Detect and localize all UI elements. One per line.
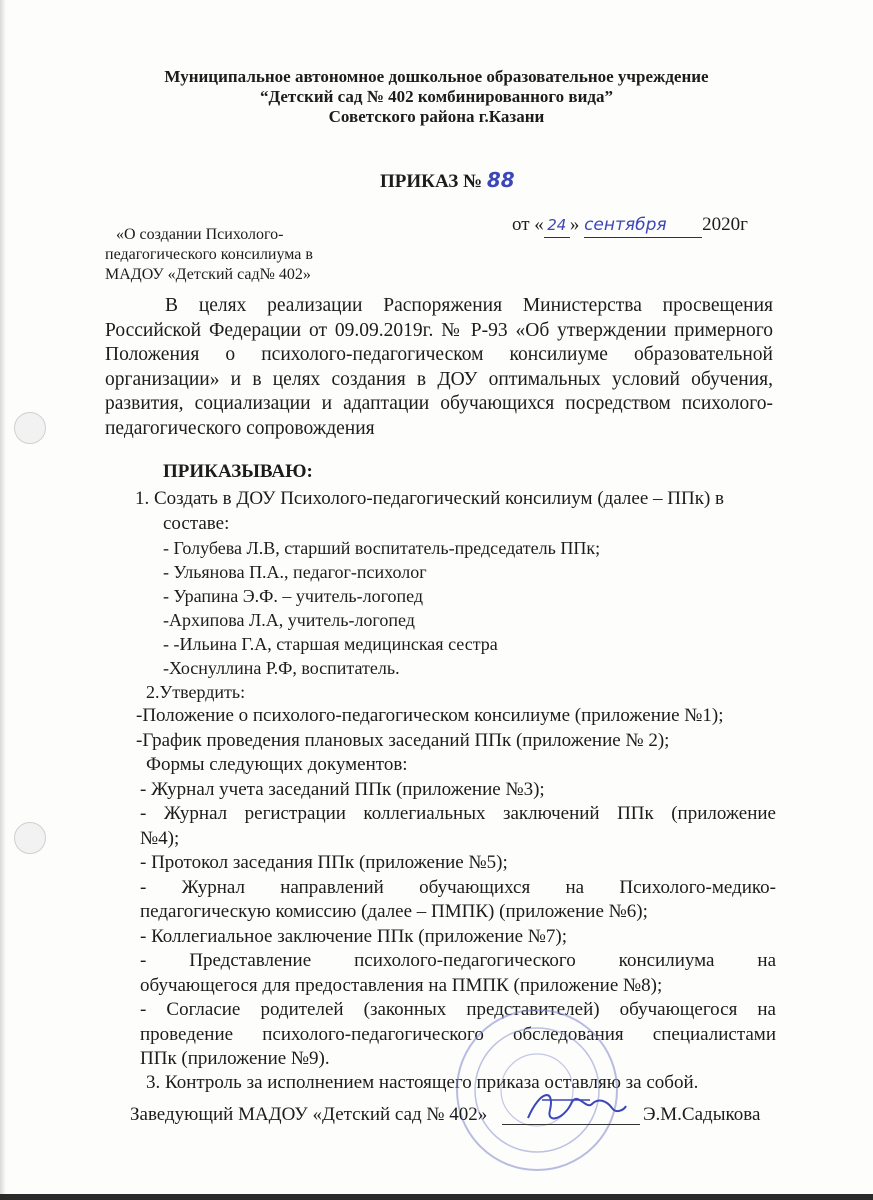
member-line: -Архипова Л.А, учитель-логопед bbox=[163, 610, 415, 630]
header-line1: Муниципальное автономное дошкольное образовательное учреждение bbox=[164, 67, 709, 86]
order-subject-2: педагогического консилиума в bbox=[105, 246, 313, 263]
signature-name: Э.М.Садыкова bbox=[643, 1104, 761, 1125]
approve-line: - Коллегиальное заключение ППк (приложение №7); bbox=[140, 925, 568, 947]
item1-line1: 1. Создать в ДОУ Психолого-педагогический консилиум (далее – ППк) в bbox=[135, 488, 724, 509]
item2-heading: 2.Утвердить: bbox=[146, 682, 246, 702]
order-subject-3: МАДОУ «Детский сад№ 402» bbox=[105, 266, 311, 283]
approve-line: проведение психолого-педагогического обследования специалистами bbox=[140, 1023, 776, 1045]
approve-line: - Протокол заседания ППк (приложение №5); bbox=[140, 852, 508, 873]
date-day-handwritten: 24 bbox=[544, 213, 570, 238]
approve-line: - Представление психолого-педагогического консилиума на bbox=[140, 950, 776, 971]
scan-bottom-edge bbox=[0, 1194, 873, 1200]
order-subject-1: «О создании Психолого- bbox=[116, 226, 284, 243]
preamble-line: развития, социализации и адаптации обучающихся посредством психолого- bbox=[105, 393, 773, 414]
header-line3: Советского района г.Казани bbox=[328, 107, 545, 126]
order-number-handwritten: 88 bbox=[486, 168, 515, 192]
approve-line: №4); bbox=[140, 827, 180, 849]
punch-hole bbox=[14, 822, 46, 854]
member-line: - Ульянова П.А., педагог-психолог bbox=[163, 562, 427, 582]
approve-line: ППк (приложение №9). bbox=[140, 1048, 330, 1069]
approve-line: - Журнал регистрации коллегиальных заключений ППк (приложение bbox=[140, 803, 776, 824]
approve-line: педагогическую комиссию (далее – ПМПК) (приложение №6); bbox=[140, 901, 648, 922]
item1-line2: составе: bbox=[163, 513, 230, 534]
date-year: 2020г bbox=[702, 214, 748, 235]
preamble-paragraph bbox=[105, 294, 773, 441]
directive-heading: ПРИКАЗЫВАЮ: bbox=[163, 461, 313, 482]
order-title bbox=[380, 168, 515, 194]
header-line2: “Детский сад № 402 комбинированного вида” bbox=[259, 87, 613, 106]
preamble-line: педагогического сопровождения bbox=[105, 417, 375, 439]
punch-hole bbox=[14, 412, 46, 444]
order-date bbox=[512, 213, 748, 238]
member-line: - Урапина Э.Ф. – учитель-логопед bbox=[163, 586, 424, 606]
preamble-line: организации» и в целях создания в ДОУ оптимальных условий обучения, bbox=[105, 368, 773, 390]
preamble-line: Российской Федерации от 09.09.2019г. № Р-93 «Об утверждении примерного bbox=[105, 319, 773, 341]
member-line: -Хоснуллина Р.Ф, воспитатель. bbox=[163, 658, 400, 678]
date-prefix: от « bbox=[512, 214, 544, 235]
item3-line: 3. Контроль за исполнением настоящего приказа оставляю за собой. bbox=[146, 1072, 699, 1093]
approve-line: -График проведения плановых заседаний ППк (приложение № 2); bbox=[136, 729, 670, 751]
member-line: - -Ильина Г.А, старшая медицинская сестра bbox=[163, 634, 498, 654]
date-mid: » bbox=[569, 214, 580, 235]
approve-line: Формы следующих документов: bbox=[146, 754, 408, 775]
handwritten-signature-graphic bbox=[520, 1080, 630, 1130]
preamble-line: В целях реализации Распоряжения Министерства просвещения bbox=[165, 295, 773, 316]
scan-left-edge bbox=[0, 0, 6, 1200]
approve-line: - Журнал учета заседаний ППк (приложение №3); bbox=[140, 778, 545, 800]
approve-line: - Журнал направлений обучающихся на Психолого-медико- bbox=[140, 876, 776, 898]
order-title-text: ПРИКАЗ № bbox=[380, 171, 483, 192]
preamble-line: Положения о психолого-педагогическом консилиуме образовательной bbox=[105, 344, 773, 365]
approve-line: - Согласие родителей (законных представителей) обучающегося на bbox=[140, 999, 776, 1020]
date-month-handwritten: сентября bbox=[584, 213, 702, 238]
signature-position: Заведующий МАДОУ «Детский сад № 402» bbox=[130, 1104, 488, 1125]
approve-line: -Положение о психолого-педагогическом консилиуме (приложение №1); bbox=[136, 705, 724, 726]
approve-line: обучающегося для предоставления на ПМПК (приложение №8); bbox=[140, 974, 663, 996]
member-line: - Голубева Л.В, старший воспитатель-председатель ППк; bbox=[163, 538, 601, 558]
